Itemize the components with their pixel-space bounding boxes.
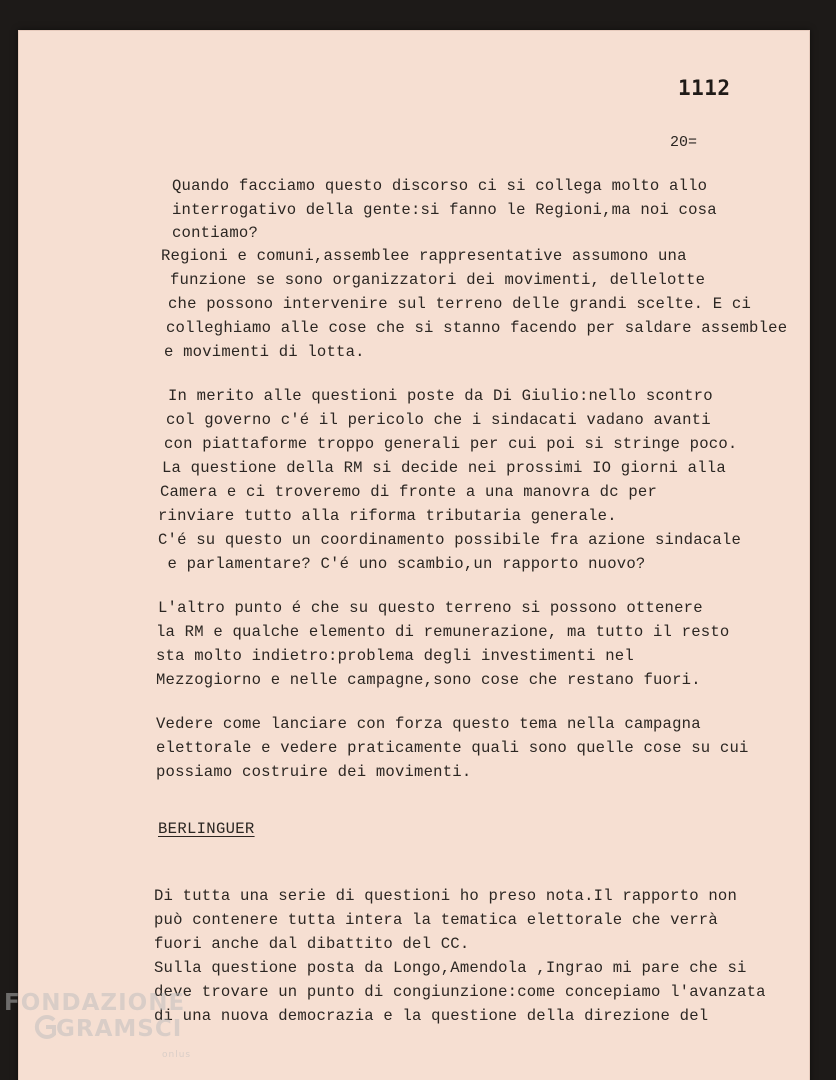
- page-number: 1112: [678, 76, 731, 100]
- text-line: fuori anche dal dibattito del CC.: [154, 935, 470, 953]
- text-line: con piattaforme troppo generali per cui poi si stringe poco.: [164, 435, 738, 453]
- text-line: può contenere tutta intera la tematica elettorale che verrà: [154, 911, 718, 929]
- text-line: che possono intervenire sul terreno delle grandi scelte. E ci: [168, 295, 752, 313]
- text-line: deve trovare un punto di congiunzione:come concepiamo l'avanzata: [154, 983, 766, 1001]
- text-line: interrogativo della gente:si fanno le Regioni,ma noi cosa: [172, 201, 717, 219]
- text-line: Di tutta una serie di questioni ho preso nota.Il rapporto non: [154, 887, 738, 905]
- text-line: contiamo?: [172, 224, 259, 242]
- text-line: Vedere come lanciare con forza questo tema nella campagna: [156, 715, 701, 733]
- speaker-heading: BERLINGUER: [158, 820, 255, 838]
- text-line: Regioni e comuni,assemblee rappresentative assumono una: [161, 247, 687, 265]
- sub-page-number: 20=: [670, 134, 698, 151]
- watermark-logo-icon: [34, 1014, 58, 1040]
- text-line: C'é su questo un coordinamento possibile fra azione sindacale: [158, 531, 742, 549]
- typewritten-page: [18, 30, 810, 1080]
- text-line: In merito alle questioni poste da Di Giulio:nello scontro: [168, 387, 713, 405]
- text-line: rinviare tutto alla riforma tributaria generale.: [158, 507, 617, 525]
- text-line: L'altro punto é che su questo terreno si possono ottenere: [158, 599, 703, 617]
- text-line: Quando facciamo questo discorso ci si collega molto allo: [172, 177, 708, 195]
- text-line: La questione della RM si decide nei prossimi IO giorni alla: [162, 459, 726, 477]
- text-line: e parlamentare? C'é uno scambio,un rapporto nuovo?: [158, 555, 646, 573]
- text-line: la RM e qualche elemento di remunerazione, ma tutto il resto: [156, 623, 730, 641]
- text-line: col governo c'é il pericolo che i sindacati vadano avanti: [166, 411, 711, 429]
- text-line: e movimenti di lotta.: [164, 343, 365, 361]
- text-line: sta molto indietro:problema degli investimenti nel: [156, 647, 634, 665]
- text-line: di una nuova democrazia e la questione della direzione del: [154, 1007, 709, 1025]
- archive-watermark: [4, 988, 204, 1080]
- text-line: colleghiamo alle cose che si stanno facendo per saldare assemblee: [166, 319, 788, 337]
- watermark-line-2: GRAMSCI: [56, 1016, 183, 1042]
- text-line: possiamo costruire dei movimenti.: [156, 763, 472, 781]
- watermark-line-1: FONDAZIONE: [4, 990, 186, 1016]
- text-line: Mezzogiorno e nelle campagne,sono cose che restano fuori.: [156, 671, 701, 689]
- text-line: funzione se sono organizzatori dei movimenti, dellelotte: [170, 271, 706, 289]
- text-line: elettorale e vedere praticamente quali sono quelle cose su cui: [156, 739, 749, 757]
- text-line: Sulla questione posta da Longo,Amendola ,Ingrao mi pare che si: [154, 959, 747, 977]
- text-line: Camera e ci troveremo di fronte a una manovra dc per: [160, 483, 658, 501]
- watermark-line-3: onlus: [162, 1050, 192, 1060]
